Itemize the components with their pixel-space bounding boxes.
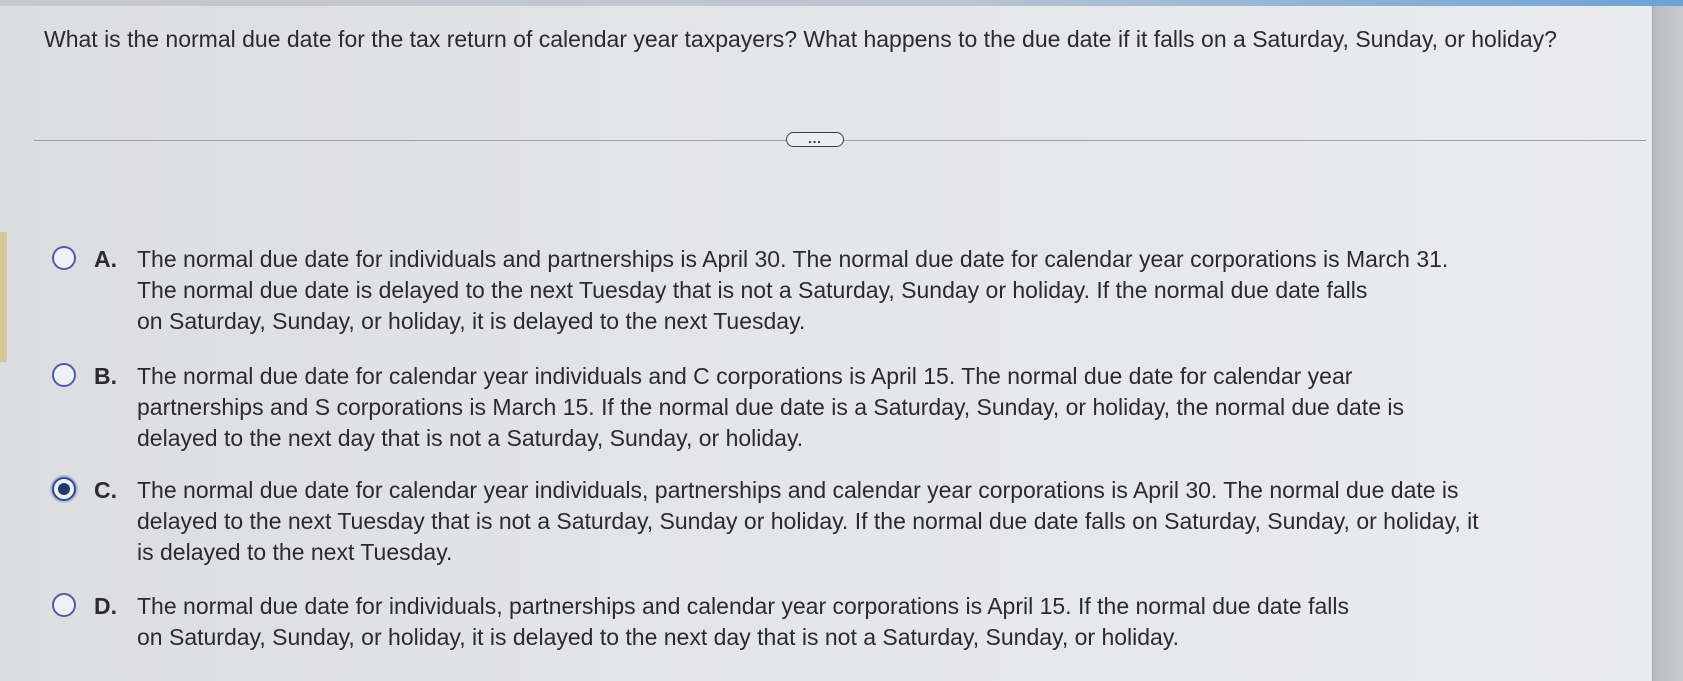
question-text: What is the normal due date for the tax return of calendar year taxpayers? What happens to the due date if it falls on a Saturday, Sunday, or holiday?: [44, 26, 1557, 52]
radio-option-c[interactable]: [52, 477, 76, 501]
option-d-letter: D.: [94, 593, 117, 619]
option-b-letter: B.: [94, 363, 117, 389]
option-a-letter: A.: [94, 246, 117, 272]
question-panel: [0, 6, 1652, 681]
radio-option-a[interactable]: [52, 246, 76, 270]
option-c-letter: C.: [94, 477, 117, 503]
more-button[interactable]: ...: [786, 132, 844, 147]
left-accent-bar: [0, 232, 7, 362]
option-b-text: The normal due date for calendar year individuals and C corporations is April 15. The normal due date for calendar year partnerships and S corporations is March 15. If the normal due date is a Saturday, Sunday, or holiday, the normal due date is delayed to the next day that is not a Saturday, Sunday, or holiday.: [137, 363, 1404, 451]
option-c-text: The normal due date for calendar year individuals, partnerships and calendar year corporations is April 30. The normal due date is delayed to the next Tuesday that is not a Saturday, Sunday or holiday. If the normal due date falls on Saturday, Sunday, or holiday, it is delayed to the next Tuesday.: [137, 477, 1479, 565]
option-d-text: The normal due date for individuals, partnerships and calendar year corporations is April 15. If the normal due date falls on Saturday, Sunday, or holiday, it is delayed to the next day that is not a Saturday, Sunday, or holiday.: [137, 593, 1350, 650]
option-a-text: The normal due date for individuals and partnerships is April 30. The normal due date for calendar year corporations is March 31. The normal due date is delayed to the next Tuesday that is not a Saturday, Sunday or holiday. If the normal due date falls on Saturday, Sunday, or holiday, it is delayed to the next Tuesday.: [137, 246, 1449, 334]
radio-option-b[interactable]: [52, 363, 76, 387]
right-edge-strip: [1652, 6, 1683, 681]
radio-option-d[interactable]: [52, 593, 76, 617]
